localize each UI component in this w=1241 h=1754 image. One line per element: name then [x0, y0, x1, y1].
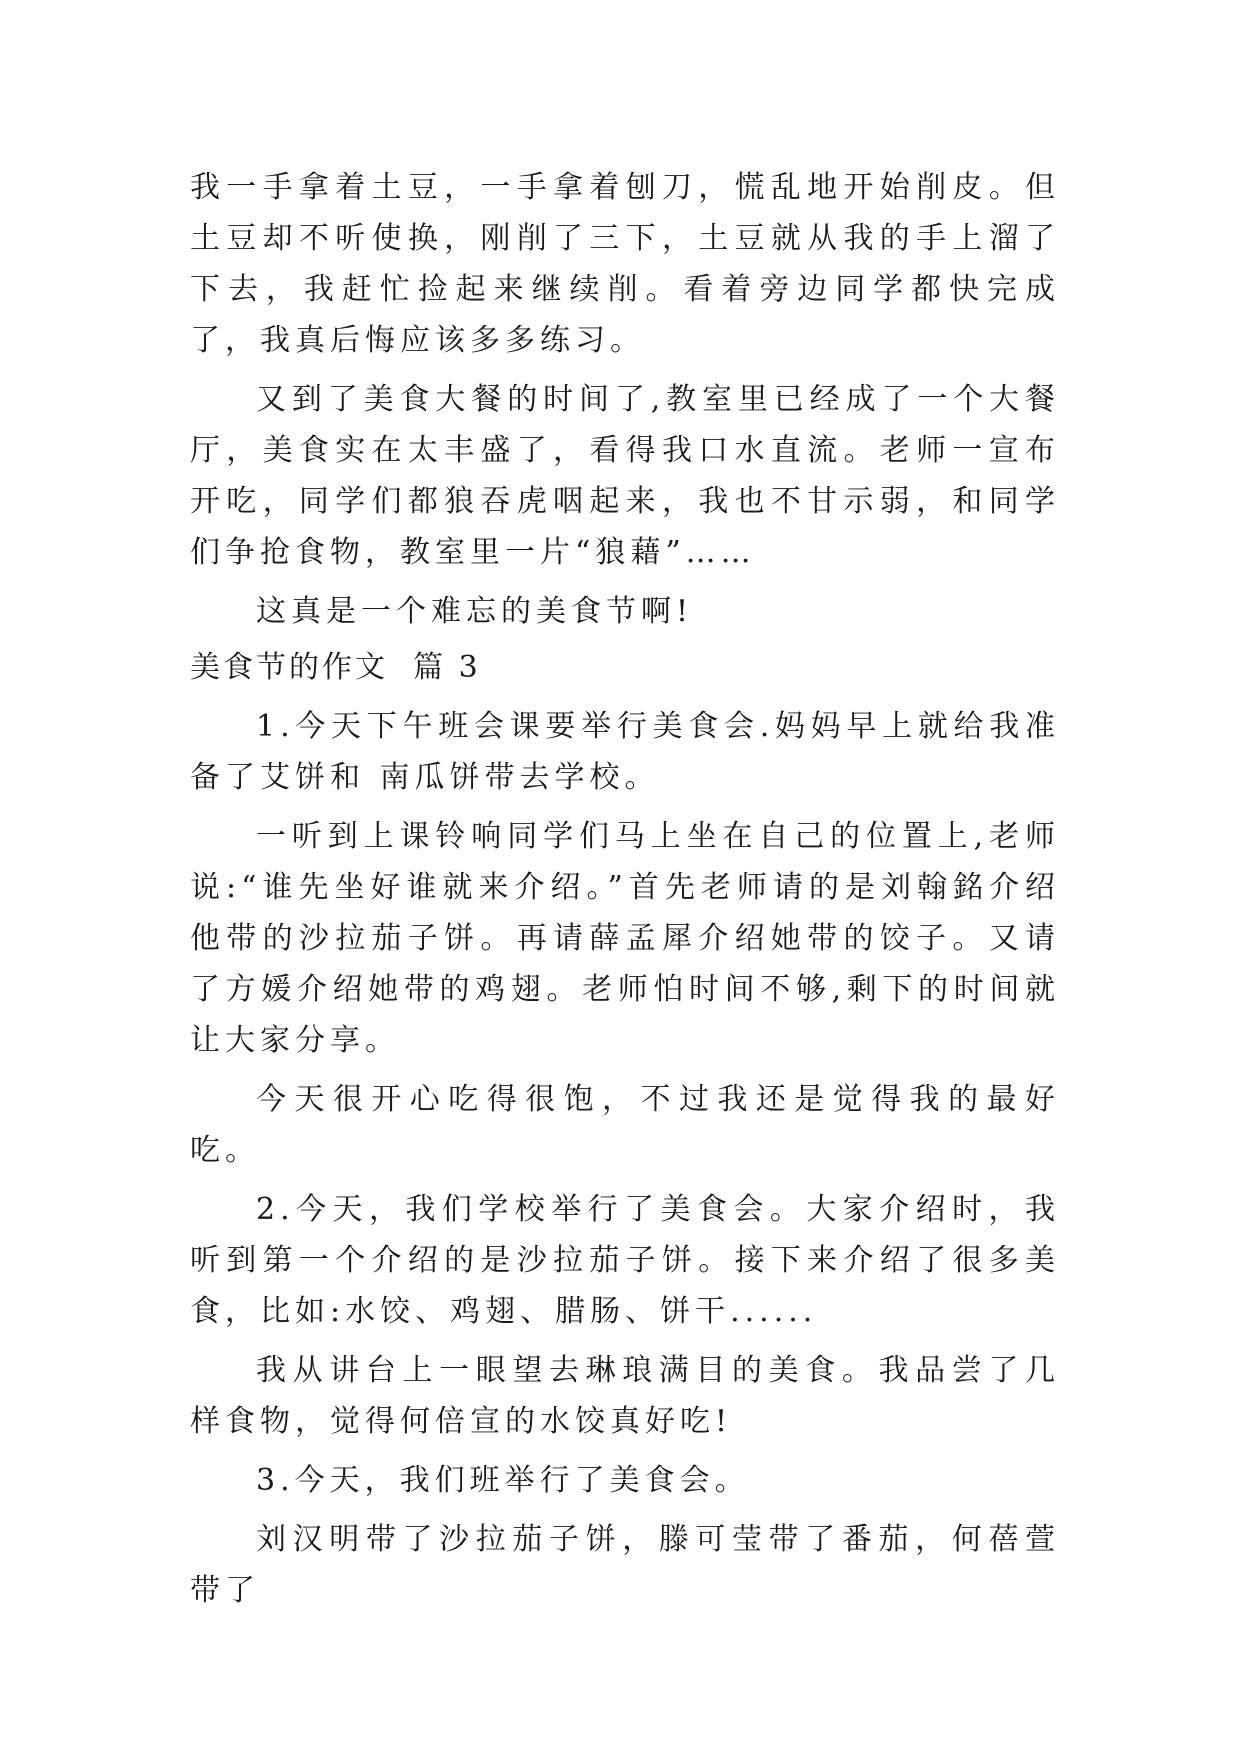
paragraph-feast-time: 又到了美食大餐的时间了,教室里已经成了一个大餐厅，美食实在太丰盛了，看得我口水直流。老师一宣布开吃，同学们都狼吞虎咽起来，我也不甘示弱，和同学们争抢食物，教室里一片“狼藉”…… — [190, 382, 1060, 570]
document-page — [190, 162, 1060, 1624]
paragraph-item-2: 2.今天，我们学校举行了美食会。大家介绍时，我听到第一个介绍的是沙拉茄子饼。接下来介绍了很多美食，比如:水饺、鸡翅、腊肠、饼干...... — [190, 1192, 1060, 1329]
paragraph-unforgettable: 这真是一个难忘的美食节啊! — [256, 594, 694, 629]
paragraph-potato-peeling: 我一手拿着土豆，一手拿着刨刀，慌乱地开始削皮。但土豆却不听使换，刚削了三下，土豆就从我的手上溜了下去，我赶忙捡起来继续削。看着旁边同学都快完成了，我真后悔应该多多练习。 — [190, 170, 1060, 358]
paragraph-dishes-brought: 刘汉明带了沙拉茄子饼，滕可莹带了番茄，何蓓萱带了 — [190, 1522, 1060, 1608]
paragraph-item-1: 1.今天下午班会课要举行美食会.妈妈早上就给我准备了艾饼和 南瓜饼带去学校。 — [190, 709, 1060, 795]
paragraph-happy: 今天很开心吃得很饱，不过我还是觉得我的最好吃。 — [190, 1082, 1060, 1168]
paragraph-podium-view: 我从讲台上一眼望去琳琅满目的美食。我品尝了几样食物，觉得何倍宣的水饺真好吃! — [190, 1353, 1060, 1439]
section-heading: 美食节的作文 篇 3 — [190, 650, 481, 685]
paragraph-class-bell: 一听到上课铃响同学们马上坐在自己的位置上,老师说:“谁先坐好谁就来介绍。”首先老师请的是刘翰銘介绍他带的沙拉茄子饼。再请薛孟犀介绍她带的饺子。又请了方媛介绍她带的鸡翅。老师怕时间不够,剩下的时间就让大家分享。 — [190, 819, 1060, 1058]
paragraph-item-3: 3.今天，我们班举行了美食会。 — [256, 1463, 750, 1498]
